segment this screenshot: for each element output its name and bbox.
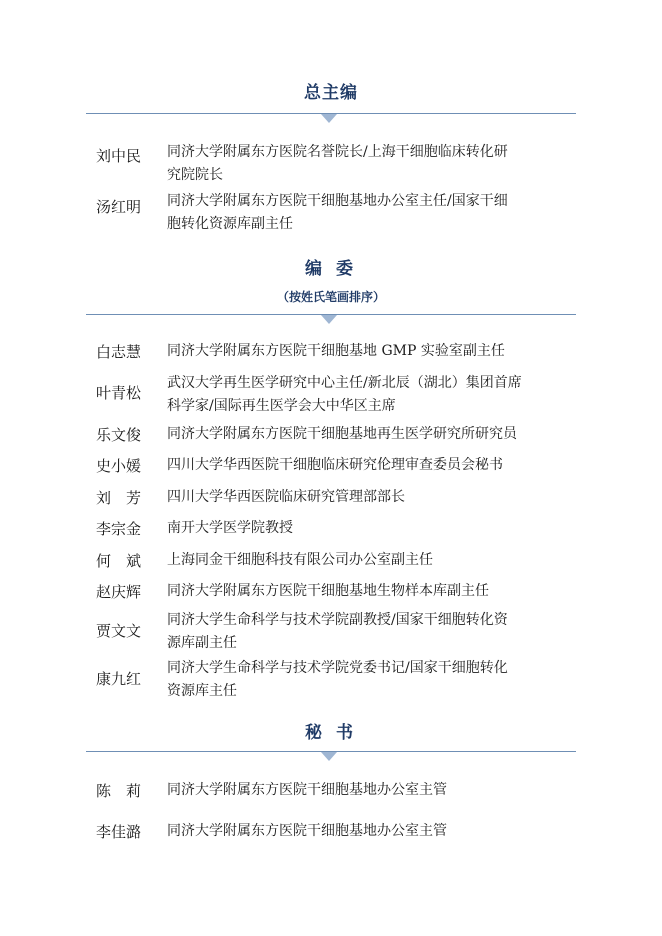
member-name: 乐文俊 (96, 426, 142, 444)
member-name: 康九红 (96, 670, 142, 688)
divider-triangle-icon (321, 315, 337, 324)
member-role: 同济大学附属东方医院干细胞基地办公室主管 (167, 823, 447, 839)
member-name: 何 斌 (96, 552, 142, 570)
section-title-editorial-board: 编 委 (305, 259, 357, 279)
member-name: 叶青松 (96, 384, 142, 402)
member-role: 四川大学华西医院临床研究管理部部长 (167, 489, 405, 505)
member-name: 赵庆辉 (96, 583, 142, 601)
member-name: 白志慧 (96, 343, 142, 361)
section-title-secretary: 秘 书 (305, 723, 357, 743)
member-role: 同济大学附属东方医院干细胞基地再生医学研究所研究员 (167, 426, 517, 442)
member-role: 同济大学附属东方医院名誉院长/上海干细胞临床转化研 究院院长 (167, 144, 508, 183)
member-name: 刘 芳 (96, 489, 142, 507)
member-name: 刘中民 (96, 147, 142, 165)
section-title-chief-editor: 总主编 (304, 83, 358, 103)
member-name: 汤红明 (96, 198, 142, 216)
section-subtitle: （按姓氏笔画排序） (276, 290, 385, 304)
member-role: 同济大学附属东方医院干细胞基地生物样本库副主任 (167, 583, 489, 599)
member-role: 同济大学附属东方医院干细胞基地办公室主任/国家干细 胞转化资源库副主任 (167, 193, 508, 232)
member-role: 四川大学华西医院干细胞临床研究伦理审查委员会秘书 (167, 457, 503, 473)
member-role: 上海同金干细胞科技有限公司办公室副主任 (167, 552, 433, 568)
member-role: 同济大学生命科学与技术学院党委书记/国家干细胞转化 资源库主任 (167, 660, 508, 699)
member-role: 同济大学生命科学与技术学院副教授/国家干细胞转化资 源库副主任 (167, 612, 508, 651)
member-name: 李佳潞 (96, 823, 142, 841)
member-name: 李宗金 (96, 520, 142, 538)
divider-triangle-icon (321, 114, 337, 123)
member-role: 同济大学附属东方医院干细胞基地 GMP 实验室副主任 (167, 343, 505, 359)
member-name: 贾文文 (96, 622, 142, 640)
member-role: 南开大学医学院教授 (167, 520, 293, 536)
member-name: 陈 莉 (96, 782, 142, 800)
member-role: 武汉大学再生医学研究中心主任/新北辰（湖北）集团首席 科学家/国际再生医学会大中华区主席 (167, 375, 522, 414)
member-role: 同济大学附属东方医院干细胞基地办公室主管 (167, 782, 447, 798)
divider-triangle-icon (321, 752, 337, 761)
member-name: 史小媛 (96, 457, 142, 475)
